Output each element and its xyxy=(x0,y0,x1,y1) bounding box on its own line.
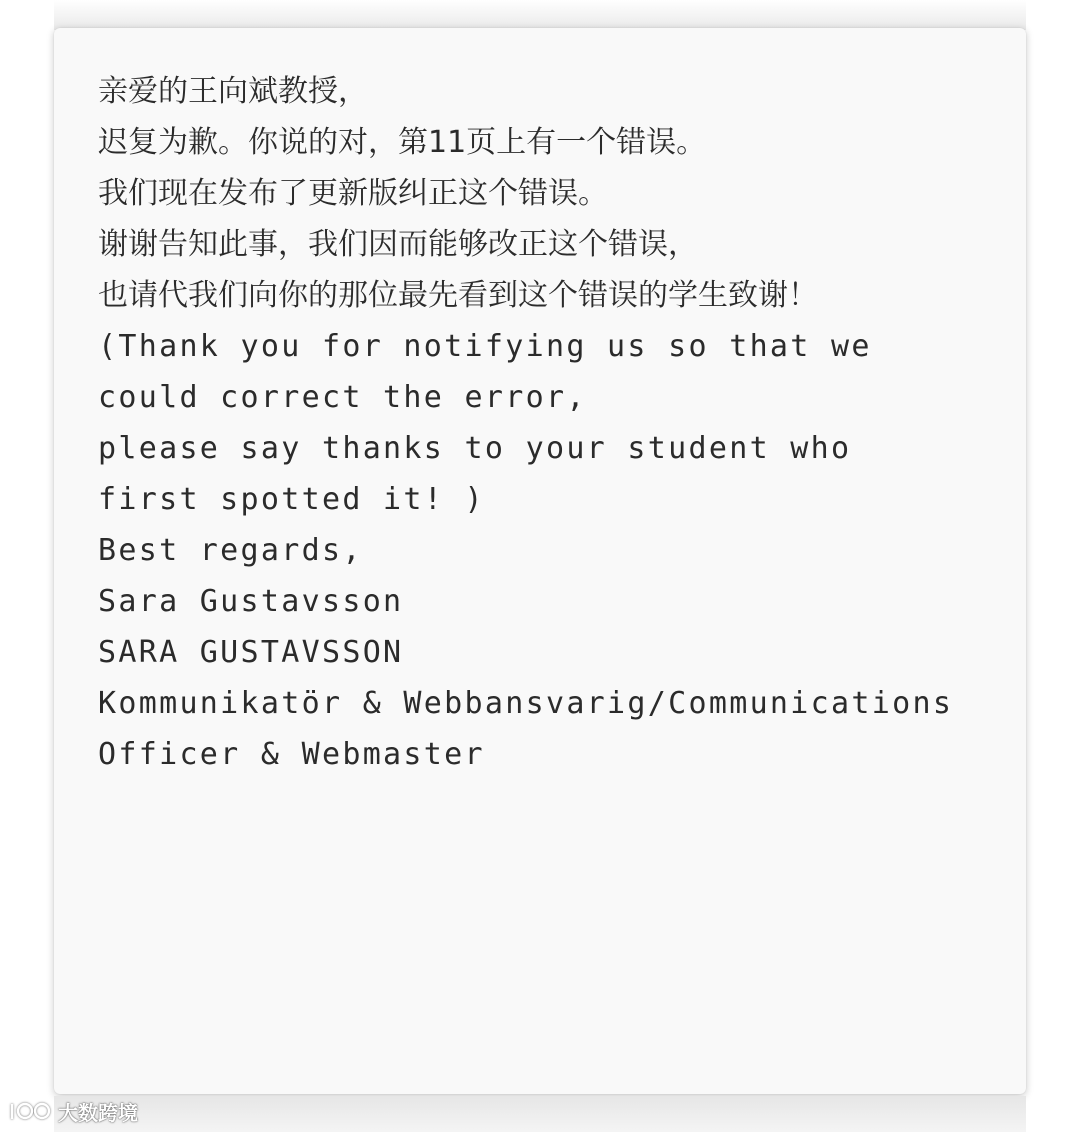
greeting-line: 亲爱的王向斌教授， xyxy=(98,74,368,109)
translation-line: could correct the error, xyxy=(98,380,587,415)
body-line: 也请代我们向你的那位最先看到这个错误的学生致谢！ xyxy=(98,278,818,313)
signature-title: Kommunikatör & Webbansvarig/Communications xyxy=(98,686,954,721)
signature-title: Officer & Webmaster xyxy=(98,737,485,772)
translation-line: (Thank you for notifying us so that we xyxy=(98,329,872,364)
body-line: 迟复为歉。你说的对，第11页上有一个错误。 xyxy=(98,125,707,160)
translation-line: first spotted it! ) xyxy=(98,482,485,517)
signature-name: Sara Gustavsson xyxy=(98,584,404,619)
message-body xyxy=(98,66,953,780)
body-line: 谢谢告知此事，我们因而能够改正这个错误， xyxy=(98,227,698,262)
watermark-logo-icon xyxy=(8,1098,54,1124)
closing-line: Best regards, xyxy=(98,533,363,568)
bottom-shadow xyxy=(54,1096,1026,1132)
signature-name-caps: SARA GUSTAVSSON xyxy=(98,635,404,670)
watermark-text: 大数跨境 xyxy=(58,1100,138,1125)
top-shadow xyxy=(54,0,1026,30)
body-line: 我们现在发布了更新版纠正这个错误。 xyxy=(98,176,608,211)
message-card xyxy=(54,28,1026,1094)
translation-line: please say thanks to your student who xyxy=(98,431,852,466)
watermark xyxy=(8,1096,138,1126)
